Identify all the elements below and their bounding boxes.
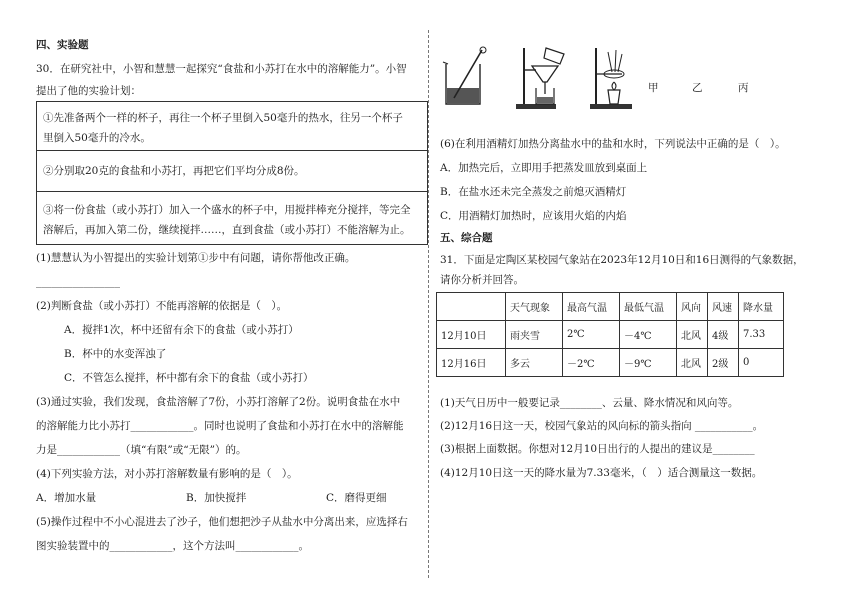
table-cell: 4级 <box>708 321 739 349</box>
q30-sub-2-option-b[interactable]: B．杯中的水变浑浊了 <box>64 348 167 360</box>
q30-sub-2: (2)判断食盐（或小苏打）不能再溶解的依据是（ ）。 <box>36 300 288 312</box>
table-row <box>437 321 784 349</box>
q31-sub-1: (1)天气日历中一般要记录________、云量、降水情况和风向等。 <box>440 397 739 409</box>
table-header-row <box>437 293 784 321</box>
q30-sub-5-line-2: 图实验装置中的____________，这个方法叫____________。 <box>36 540 309 552</box>
table-header-cell: 风速 <box>708 293 739 321</box>
q30-sub-1: (1)慧慧认为小智提出的实验计划第①步中有问题，请你帮他改正确。 <box>36 252 356 264</box>
beaker-stirring-apparatus <box>440 46 490 110</box>
plan-step-2 <box>37 151 427 192</box>
evaporation-apparatus <box>588 44 636 112</box>
q31-sub-3: (3)根据上面数据。你想对12月10日出行的人提出的建议是________ <box>440 443 755 455</box>
table-cell: 雨夹雪 <box>506 321 563 349</box>
table-header-cell: 最高气温 <box>563 293 620 321</box>
q30-sub-4-option-c[interactable]: C．磨得更细 <box>326 492 387 504</box>
q30-line-2: 提出了他的实验计划： <box>36 85 141 97</box>
table-cell: 2级 <box>708 349 739 377</box>
q31-sub-4: (4)12月10日这一天的降水量为7.33毫米，（ ）适合测量这一数据。 <box>440 467 763 479</box>
plan-step-3 <box>37 192 427 244</box>
plan-step-1-line-2: 里倒入50毫升的冷水。 <box>43 132 151 144</box>
q30-sub-3-line-2: 的溶解能力比小苏打____________。同时也说明了食盐和小苏打在水中的溶解能 <box>36 420 404 432</box>
q31-sub-2: (2)12月16日这一天，校园气象站的风向标的箭头指向 ___________。 <box>440 420 764 432</box>
apparatus-label-jia: 甲 <box>648 82 659 94</box>
q30-sub-4-option-b[interactable]: B．加快搅拌 <box>186 492 247 504</box>
q30-sub-5-line-1: (5)操作过程中不小心混进去了沙子，他们想把沙子从盐水中分离出来，应选择右 <box>36 516 408 528</box>
q30-sub-2-option-c[interactable]: C．不管怎么搅拌，杯中都有余下的食盐（或小苏打） <box>64 372 314 384</box>
q30-line-1: 30．在研究社中，小智和慧慧一起探究“食盐和小苏打在水中的溶解能力”。小智 <box>36 63 407 75</box>
q30-sub-2-option-a[interactable]: A．搅拌1次，杯中还留有余下的食盐（或小苏打） <box>64 324 299 336</box>
table-header-cell: 天气现象 <box>506 293 563 321</box>
table-header-cell <box>437 293 506 321</box>
q31-line-2: 请你分析并回答。 <box>440 274 524 286</box>
apparatus-label-bing: 丙 <box>738 82 749 94</box>
table-cell: 2℃ <box>563 321 620 349</box>
plan-step-3-line-2: 溶解后，再加入第二份，继续搅拌……，直到食盐（或小苏打）不能溶解为止。 <box>43 224 411 236</box>
table-cell: －4℃ <box>620 321 677 349</box>
filtration-apparatus <box>514 44 570 112</box>
q30-sub-6: (6)在利用酒精灯加热分离盐水中的盐和水时，下列说法中正确的是（ ）。 <box>440 138 786 150</box>
left-column <box>0 0 430 609</box>
table-cell: 0 <box>739 349 784 377</box>
table-header-cell: 最低气温 <box>620 293 677 321</box>
table-cell: 多云 <box>506 349 563 377</box>
table-header-cell: 风向 <box>677 293 708 321</box>
plan-step-2-line-1: ②分别取20克的食盐和小苏打，再把它们平均分成8份。 <box>43 165 305 177</box>
plan-step-1 <box>37 102 427 151</box>
table-cell: －2℃ <box>563 349 620 377</box>
q30-sub-6-option-b[interactable]: B．在盐水还未完全蒸发之前熄灭酒精灯 <box>440 186 627 198</box>
table-header-cell: 降水量 <box>739 293 784 321</box>
section-5-heading: 五、综合题 <box>440 232 493 244</box>
table-cell: 北风 <box>677 321 708 349</box>
table-cell: 12月16日 <box>437 349 506 377</box>
weather-data-table <box>436 292 784 377</box>
q31-line-1: 31．下面是定陶区某校园气象站在2023年12月10日和16日测得的气象数据， <box>440 254 804 266</box>
plan-step-1-line-1: ①先准备两个一样的杯子，再往一个杯子里倒入50毫升的热水，往另一个杯子 <box>43 112 403 124</box>
section-4-heading: 四、实验题 <box>36 39 89 51</box>
q30-sub-1-answer-blank[interactable]: ________________ <box>36 276 120 288</box>
q30-sub-3-line-3: 力是____________（填“有限”或“无限”）的。 <box>36 444 247 456</box>
q30-sub-4-option-a[interactable]: A．增加水量 <box>36 492 97 504</box>
apparatus-label-yi: 乙 <box>692 82 703 94</box>
table-cell: 12月10日 <box>437 321 506 349</box>
table-cell: －9℃ <box>620 349 677 377</box>
table-row <box>437 349 784 377</box>
table-cell: 北风 <box>677 349 708 377</box>
q30-sub-3-line-1: (3)通过实验，我们发现，食盐溶解了7份，小苏打溶解了2份。说明食盐在水中 <box>36 396 401 408</box>
q30-sub-6-option-c[interactable]: C．用酒精灯加热时，应该用火焰的内焰 <box>440 210 627 222</box>
plan-step-3-line-1: ③将一份食盐（或小苏打）加入一个盛水的杯子中，用搅拌棒充分搅拌，等完全 <box>43 204 411 216</box>
experiment-plan-box <box>36 101 428 245</box>
table-cell: 7.33 <box>739 321 784 349</box>
q30-sub-4: (4)下列实验方法，对小苏打溶解数量有影响的是（ ）。 <box>36 468 298 480</box>
q30-sub-6-option-a[interactable]: A．加热完后，立即用手把蒸发皿放到桌面上 <box>440 162 648 174</box>
